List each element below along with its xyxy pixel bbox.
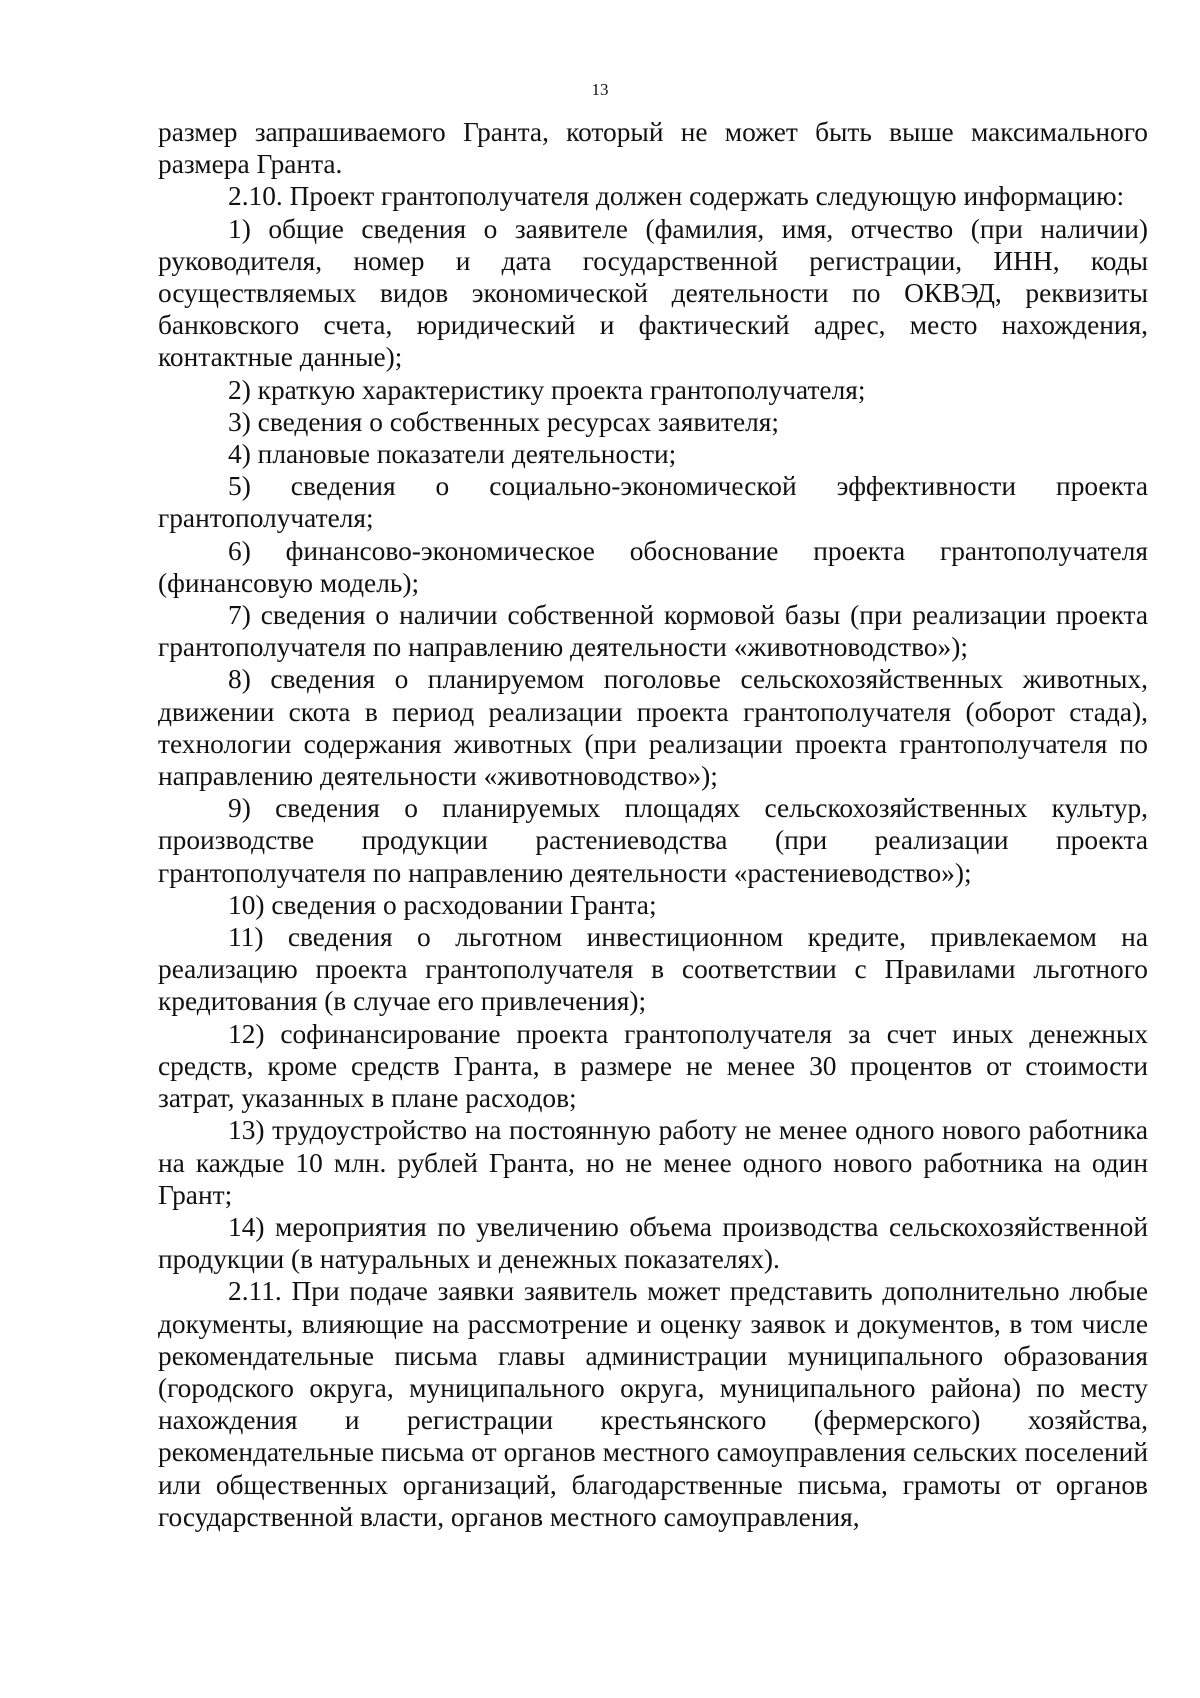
clause-2-11: 2.11. При подаче заявки заявитель может представить дополнительно любые документы, влияющие на рассмотрение и оценку заявок и документов, в том числе рекомендательные письма главы администрации муниципального образования (городского округа, муниципального округа, муниципального района) по месту нахождения и регистрации крестьянского (фермерского) хозяйства, рекомендательные письма от органов местного самоуправления сельских поселений или общественных организаций, благодарственные письма, грамоты от органов государственной власти, органов местного самоуправления,: [158, 1276, 1148, 1532]
list-item-10: 10) сведения о расходовании Гранта;: [228, 889, 657, 920]
list-item-12: 12) софинансирование проекта грантополучателя за счет иных денежных средств, кроме средств Гранта, в размере не менее 30 процентов от стоимости затрат, указанных в плане расходов;: [158, 1018, 1148, 1114]
list-item-2: 2) краткую характеристику проекта грантополучателя;: [228, 374, 866, 405]
list-item-9: 9) сведения о планируемых площадях сельскохозяйственных культур, производстве продукции растениеводства (при реализации проекта грантополучателя по направлению деятельности «растениеводство»);: [158, 793, 1148, 888]
list-item-3: 3) сведения о собственных ресурсах заявителя;: [228, 406, 779, 437]
clause-2-10: 2.10. Проект грантополучателя должен содержать следующую информацию:: [228, 181, 1125, 212]
list-item-8: 8) сведения о планируемом поголовье сельскохозяйственных животных, движении скота в период реализации проекта грантополучателя (оборот стада), технологии содержания животных (при реализации проекта грантополучателя по направлению деятельности «животноводство»);: [158, 664, 1148, 792]
list-item-4: 4) плановые показатели деятельности;: [228, 439, 677, 470]
list-item-6: 6) финансово-экономическое обоснование проекта грантополучателя (финансовую модель);: [158, 535, 1148, 598]
page-number: 13: [591, 80, 609, 99]
list-item-13: 13) трудоустройство на постоянную работу не менее одного нового работника на каждые 10 млн. рублей Гранта, но не менее одного нового работника на один Грант;: [158, 1115, 1148, 1210]
list-item-1: 1) общие сведения о заявителе (фамилия, имя, отчество (при наличии) руководителя, номер и дата государственной регистрации, ИНН, коды осуществляемых видов экономической деятельности по ОКВЭД, реквизиты банковского счета, юридический и фактический адрес, место нахождения, контактные данные);: [158, 213, 1148, 373]
paragraph-continuation: размер запрашиваемого Гранта, который не может быть выше максимального размера Гранта.: [158, 117, 1148, 180]
list-item-5: 5) сведения о социально-экономической эффективности проекта грантополучателя;: [158, 471, 1148, 534]
list-item-7: 7) сведения о наличии собственной кормовой базы (при реализации проекта грантополучателя по направлению деятельности «животноводство»);: [158, 600, 1148, 663]
document-body: [158, 116, 1148, 1533]
list-item-11: 11) сведения о льготном инвестиционном кредите, привлекаемом на реализацию проекта грантополучателя в соответствии с Правилами льготного кредитования (в случае его привлечения);: [158, 922, 1148, 1017]
list-item-14: 14) мероприятия по увеличению объема производства сельскохозяйственной продукции (в натуральных и денежных показателях).: [158, 1211, 1148, 1275]
